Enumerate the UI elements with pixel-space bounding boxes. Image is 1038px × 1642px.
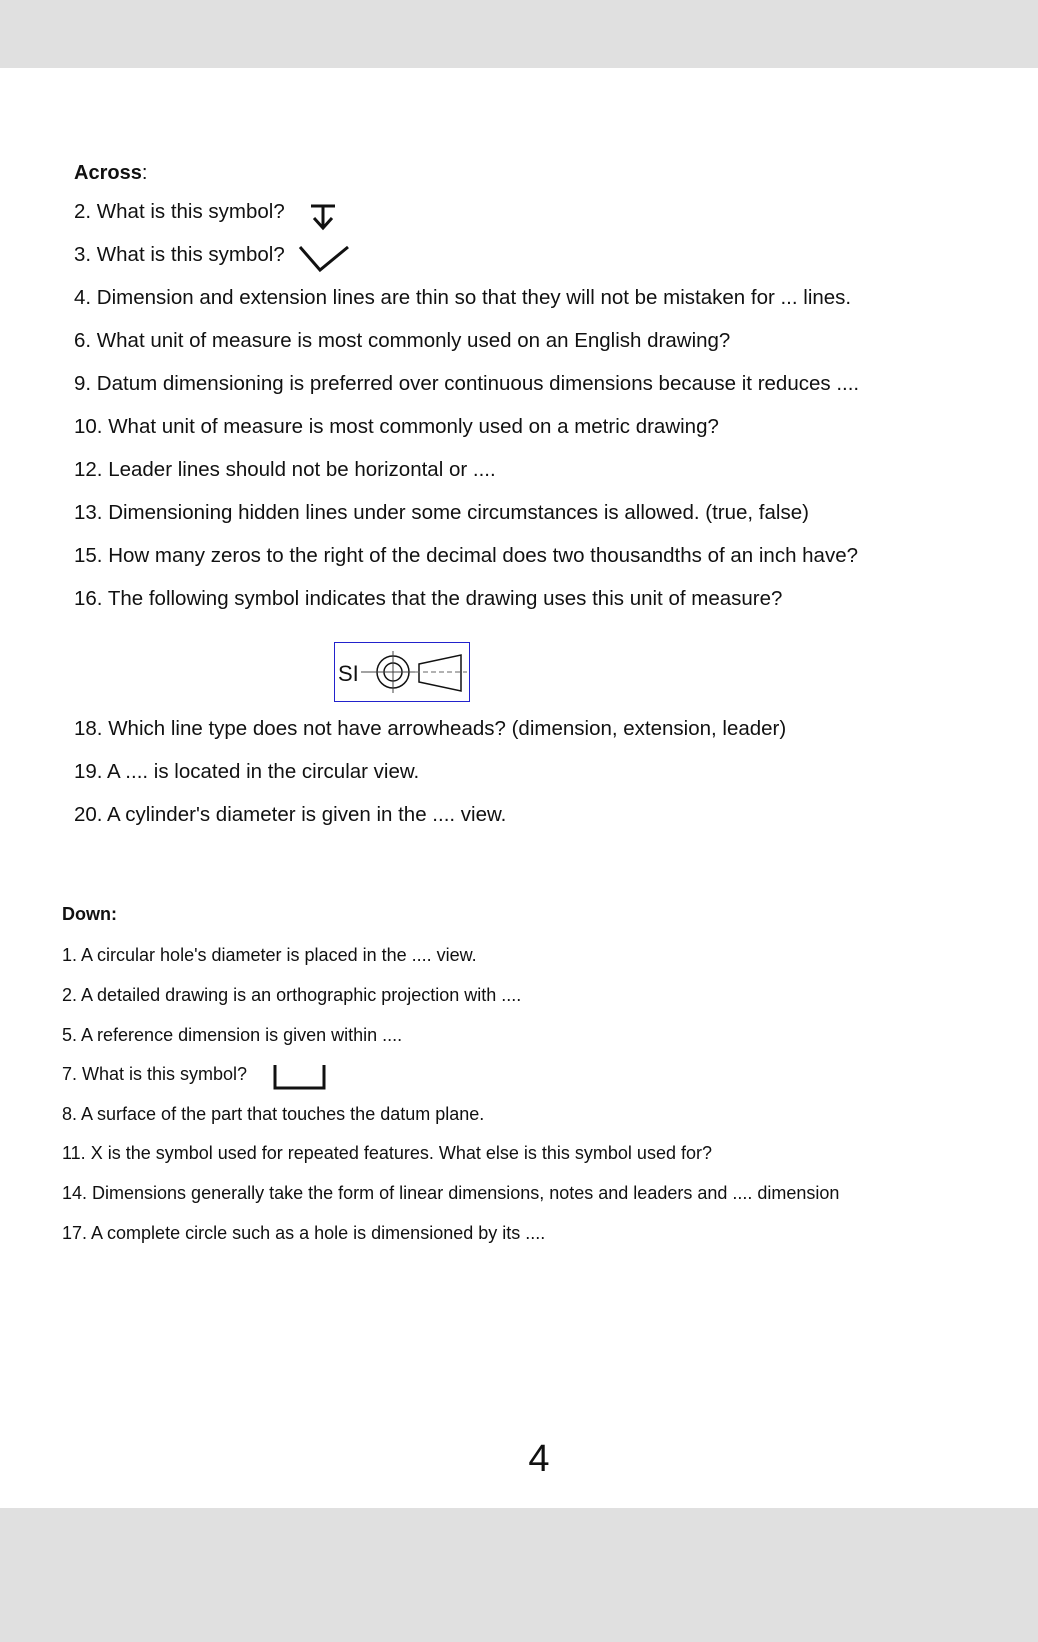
depth-symbol-icon [308, 203, 338, 231]
clue-down-11: 11. X is the symbol used for repeated features. What else is this symbol used for? [62, 1143, 712, 1163]
clue-across-12: 12. Leader lines should not be horizontal or .... [74, 458, 496, 481]
clue-across-20: 20. A cylinder's diameter is given in the .... view. [74, 803, 507, 826]
clue-down-8: 8. A surface of the part that touches the datum plane. [62, 1104, 485, 1124]
clue-down-2: 2. A detailed drawing is an orthographic projection with .... [62, 985, 522, 1005]
worksheet-page [0, 68, 1038, 1508]
clue-down-5: 5. A reference dimension is given within .... [62, 1025, 403, 1045]
clue-across-9: 9. Datum dimensioning is preferred over continuous dimensions because it reduces .... [74, 372, 860, 395]
clue-across-4: 4. Dimension and extension lines are thin so that they will not be mistaken for ... lines. [74, 286, 852, 309]
si-label: SI [338, 661, 359, 686]
clue-down-17: 17. A complete circle such as a hole is dimensioned by its .... [62, 1223, 546, 1243]
across-heading: Across: [74, 162, 148, 184]
clue-across-18: 18. Which line type does not have arrowheads? (dimension, extension, leader) [74, 717, 787, 740]
si-projection-symbol-icon [334, 642, 470, 702]
clue-across-15: 15. How many zeros to the right of the decimal does two thousandths of an inch have? [74, 544, 859, 567]
clue-across-13: 13. Dimensioning hidden lines under some circumstances is allowed. (true, false) [74, 501, 809, 524]
clue-across-2: 2. What is this symbol? [74, 200, 285, 223]
page-number: 4 [528, 1438, 550, 1480]
clue-across-16: 16. The following symbol indicates that the drawing uses this unit of measure? [74, 587, 783, 610]
clue-across-6: 6. What unit of measure is most commonly used on an English drawing? [74, 329, 731, 352]
clue-across-10: 10. What unit of measure is most commonly used on a metric drawing? [74, 415, 719, 438]
clue-across-3: 3. What is this symbol? [74, 243, 285, 266]
clue-down-14: 14. Dimensions generally take the form of linear dimensions, notes and leaders and .... dimension [62, 1183, 840, 1203]
down-heading: Down: [62, 904, 117, 924]
clue-across-19: 19. A .... is located in the circular view. [74, 760, 420, 783]
clue-down-1: 1. A circular hole's diameter is placed in the .... view. [62, 945, 477, 965]
counterbore-symbol-icon [272, 1064, 328, 1090]
countersink-symbol-icon [298, 244, 350, 274]
clue-down-7: 7. What is this symbol? [62, 1064, 248, 1084]
